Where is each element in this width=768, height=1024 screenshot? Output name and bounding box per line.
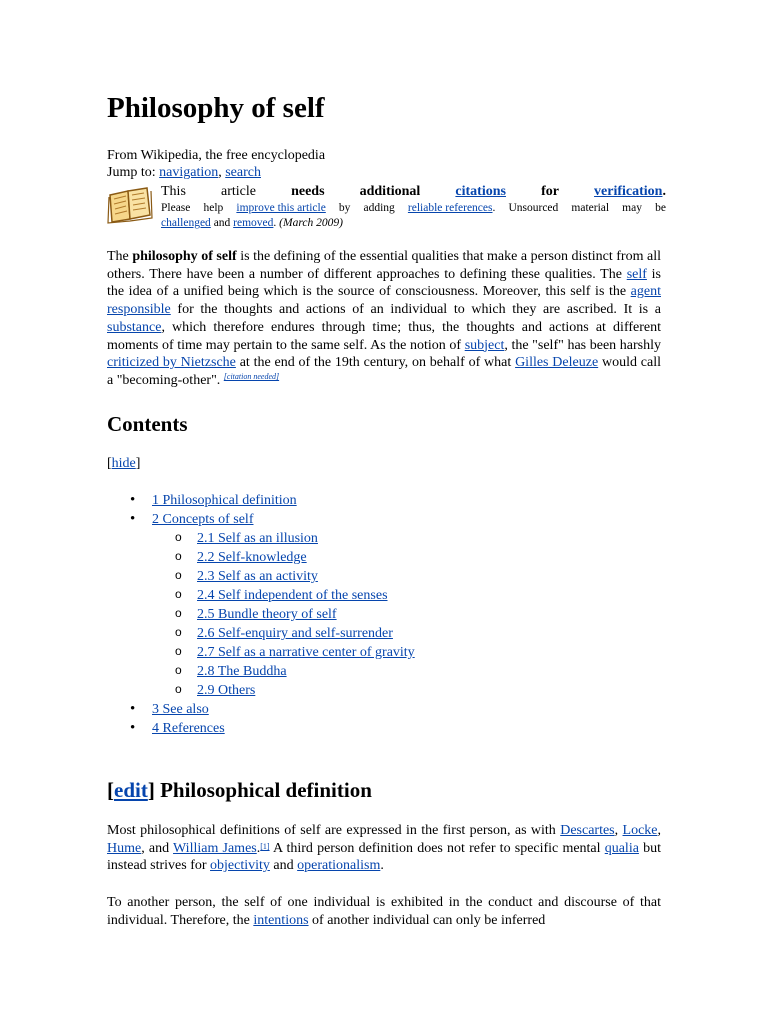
agent-link[interactable]: agent [630, 284, 661, 300]
table-of-contents [107, 491, 415, 738]
toc-link[interactable]: 2.9 Others [197, 683, 256, 698]
toc-item [107, 624, 415, 643]
toc-item [107, 586, 415, 605]
notice-word: additional [359, 184, 421, 199]
improve-article-link[interactable]: improve this article [236, 202, 326, 214]
text: for the thoughts and actions of an individual to which they are ascribed. It is a [170, 302, 661, 318]
notice-line-2 [161, 201, 666, 216]
toc-link[interactable]: 2 Concepts of self [152, 512, 254, 527]
subject-link[interactable]: subject [464, 337, 505, 353]
notice-punct: . [273, 217, 277, 229]
notice-word: Please [161, 202, 191, 214]
bracket: [ [107, 456, 112, 471]
notice-word: material [571, 202, 610, 214]
toc-link[interactable]: 1 Philosophical definition [152, 493, 297, 508]
text: but instead strives for [107, 840, 662, 874]
definition-paragraph-1 [107, 822, 661, 875]
notice-punct: . [662, 184, 666, 199]
notice-word: This [161, 184, 186, 199]
toc-item [107, 510, 415, 529]
reference-1-link[interactable]: [1] [260, 841, 270, 851]
notice-word: Unsourced [508, 202, 559, 214]
challenged-link[interactable]: challenged [161, 217, 211, 229]
toc-link[interactable]: 2.1 Self as an illusion [197, 531, 318, 546]
notice-word: needs [291, 184, 325, 199]
citations-link-text: citations [455, 184, 506, 199]
toc-link[interactable]: 3 See also [152, 702, 209, 717]
contents-heading: Contents [107, 412, 188, 436]
hume-link[interactable]: Hume [107, 840, 142, 856]
toc-item [107, 662, 415, 681]
text: The [107, 249, 133, 264]
locke-link[interactable]: Locke [622, 823, 658, 838]
toc-link[interactable]: 2.2 Self-knowledge [197, 550, 307, 565]
verification-link-text: verification [594, 184, 663, 199]
toc-toggle [107, 456, 140, 472]
edit-section-link[interactable]: edit [114, 778, 148, 802]
reliable-references-link[interactable]: reliable references [407, 202, 493, 214]
text: , which therefore endures through time; thus, the thoughts and actions at different moments of time may pertain to the same self. As the notion of [107, 319, 661, 353]
site-subtitle: From Wikipedia, the free encyclopedia [107, 148, 326, 163]
notice-word: adding [363, 202, 395, 214]
text: A third person definition does not refer to specific mental [269, 840, 605, 856]
william-james-link[interactable]: William James [173, 840, 257, 856]
notice-word: be [655, 202, 666, 214]
toc-link[interactable]: 2.7 Self as a narrative center of gravity [197, 645, 415, 660]
toc-item [107, 643, 415, 662]
text: , and [141, 840, 174, 856]
citations-link[interactable] [455, 183, 506, 200]
text: , the "self" has been harshly [504, 337, 661, 353]
notice-word: and [213, 217, 231, 229]
text: . [380, 858, 384, 874]
jump-links [107, 164, 261, 181]
notice-line-1 [161, 183, 666, 200]
substance-link[interactable]: substance [107, 319, 162, 335]
text: at the end of the 19th century, on behalf of what [235, 355, 516, 371]
deleuze-link[interactable]: Gilles Deleuze [515, 355, 599, 371]
definition-paragraph-2 [107, 894, 661, 929]
text: . [256, 840, 261, 856]
notice-word: article [220, 184, 256, 199]
toc-item [107, 567, 415, 586]
bracket: ] [135, 456, 141, 471]
toc-link[interactable]: 2.3 Self as an activity [197, 569, 318, 584]
notice-word: help [203, 202, 224, 214]
toc-item [107, 719, 415, 738]
bold-term: philosophy of self [132, 249, 237, 264]
toc-item [107, 605, 415, 624]
text: is the defining of the essential qualities that make a person distinct from all others. There have been a number of different approaches to defining these qualities. The [107, 249, 662, 282]
text: , [657, 823, 661, 838]
jump-separator: , [218, 165, 222, 180]
toc-link[interactable]: 2.6 Self-enquiry and self-surrender [197, 626, 393, 641]
notice-word: by [338, 202, 351, 214]
toc-link[interactable]: 4 References [152, 721, 225, 736]
toc-item [107, 529, 415, 548]
citation-needed-link[interactable]: [citation needed] [223, 371, 280, 381]
qualia-link[interactable]: qualia [604, 840, 639, 856]
jump-navigation-link[interactable]: navigation [159, 165, 219, 180]
toc-item [107, 681, 415, 700]
toc-item [107, 491, 415, 510]
intentions-link[interactable]: intentions [253, 912, 309, 928]
toc-link[interactable]: 2.5 Bundle theory of self [197, 607, 337, 622]
section-heading-philosophical-definition [107, 778, 372, 803]
section-title: Philosophical definition [154, 778, 372, 802]
operationalism-link[interactable]: operationalism [297, 858, 381, 874]
removed-link[interactable]: removed [233, 217, 274, 229]
toc-link[interactable]: 2.4 Self independent of the senses [197, 588, 388, 603]
citation-notice [107, 183, 667, 233]
notice-word: may [622, 202, 642, 214]
intro-paragraph [107, 248, 661, 390]
page-title: Philosophy of self [107, 92, 325, 124]
text: , [614, 823, 623, 838]
bracket: [ [107, 778, 114, 802]
book-icon [107, 185, 153, 225]
toc-item [107, 548, 415, 567]
responsible-link[interactable]: responsible [107, 302, 171, 318]
descartes-link[interactable]: Descartes [560, 823, 615, 838]
jump-search-link[interactable]: search [225, 165, 261, 180]
toc-item [107, 700, 415, 719]
hide-toc-link[interactable]: hide [111, 456, 136, 471]
nietzsche-link[interactable]: criticized by Nietzsche [107, 355, 236, 371]
text: is the idea of a unified being which is the source of consciousness. Moreover, this self is the [107, 266, 662, 300]
objectivity-link[interactable]: objectivity [210, 858, 270, 874]
toc-link[interactable]: 2.8 The Buddha [197, 664, 287, 679]
text: and [269, 858, 298, 874]
self-link[interactable]: self [626, 266, 647, 282]
jump-label: Jump to: [107, 165, 156, 180]
text: Most philosophical definitions of self are expressed in the first person, as with [107, 823, 561, 838]
text: of another individual can only be inferred [308, 912, 546, 928]
notice-punct: . [492, 202, 496, 214]
notice-line-3 [161, 216, 666, 231]
text: To another person, the self of one individual is exhibited in the conduct and discourse of that individual. Therefore, the [107, 895, 661, 928]
notice-date: (March 2009) [279, 217, 343, 229]
text: would call a "becoming-other". [107, 355, 661, 388]
bracket: ] [147, 778, 155, 802]
verification-link[interactable] [594, 184, 662, 199]
notice-word: for [541, 184, 559, 199]
